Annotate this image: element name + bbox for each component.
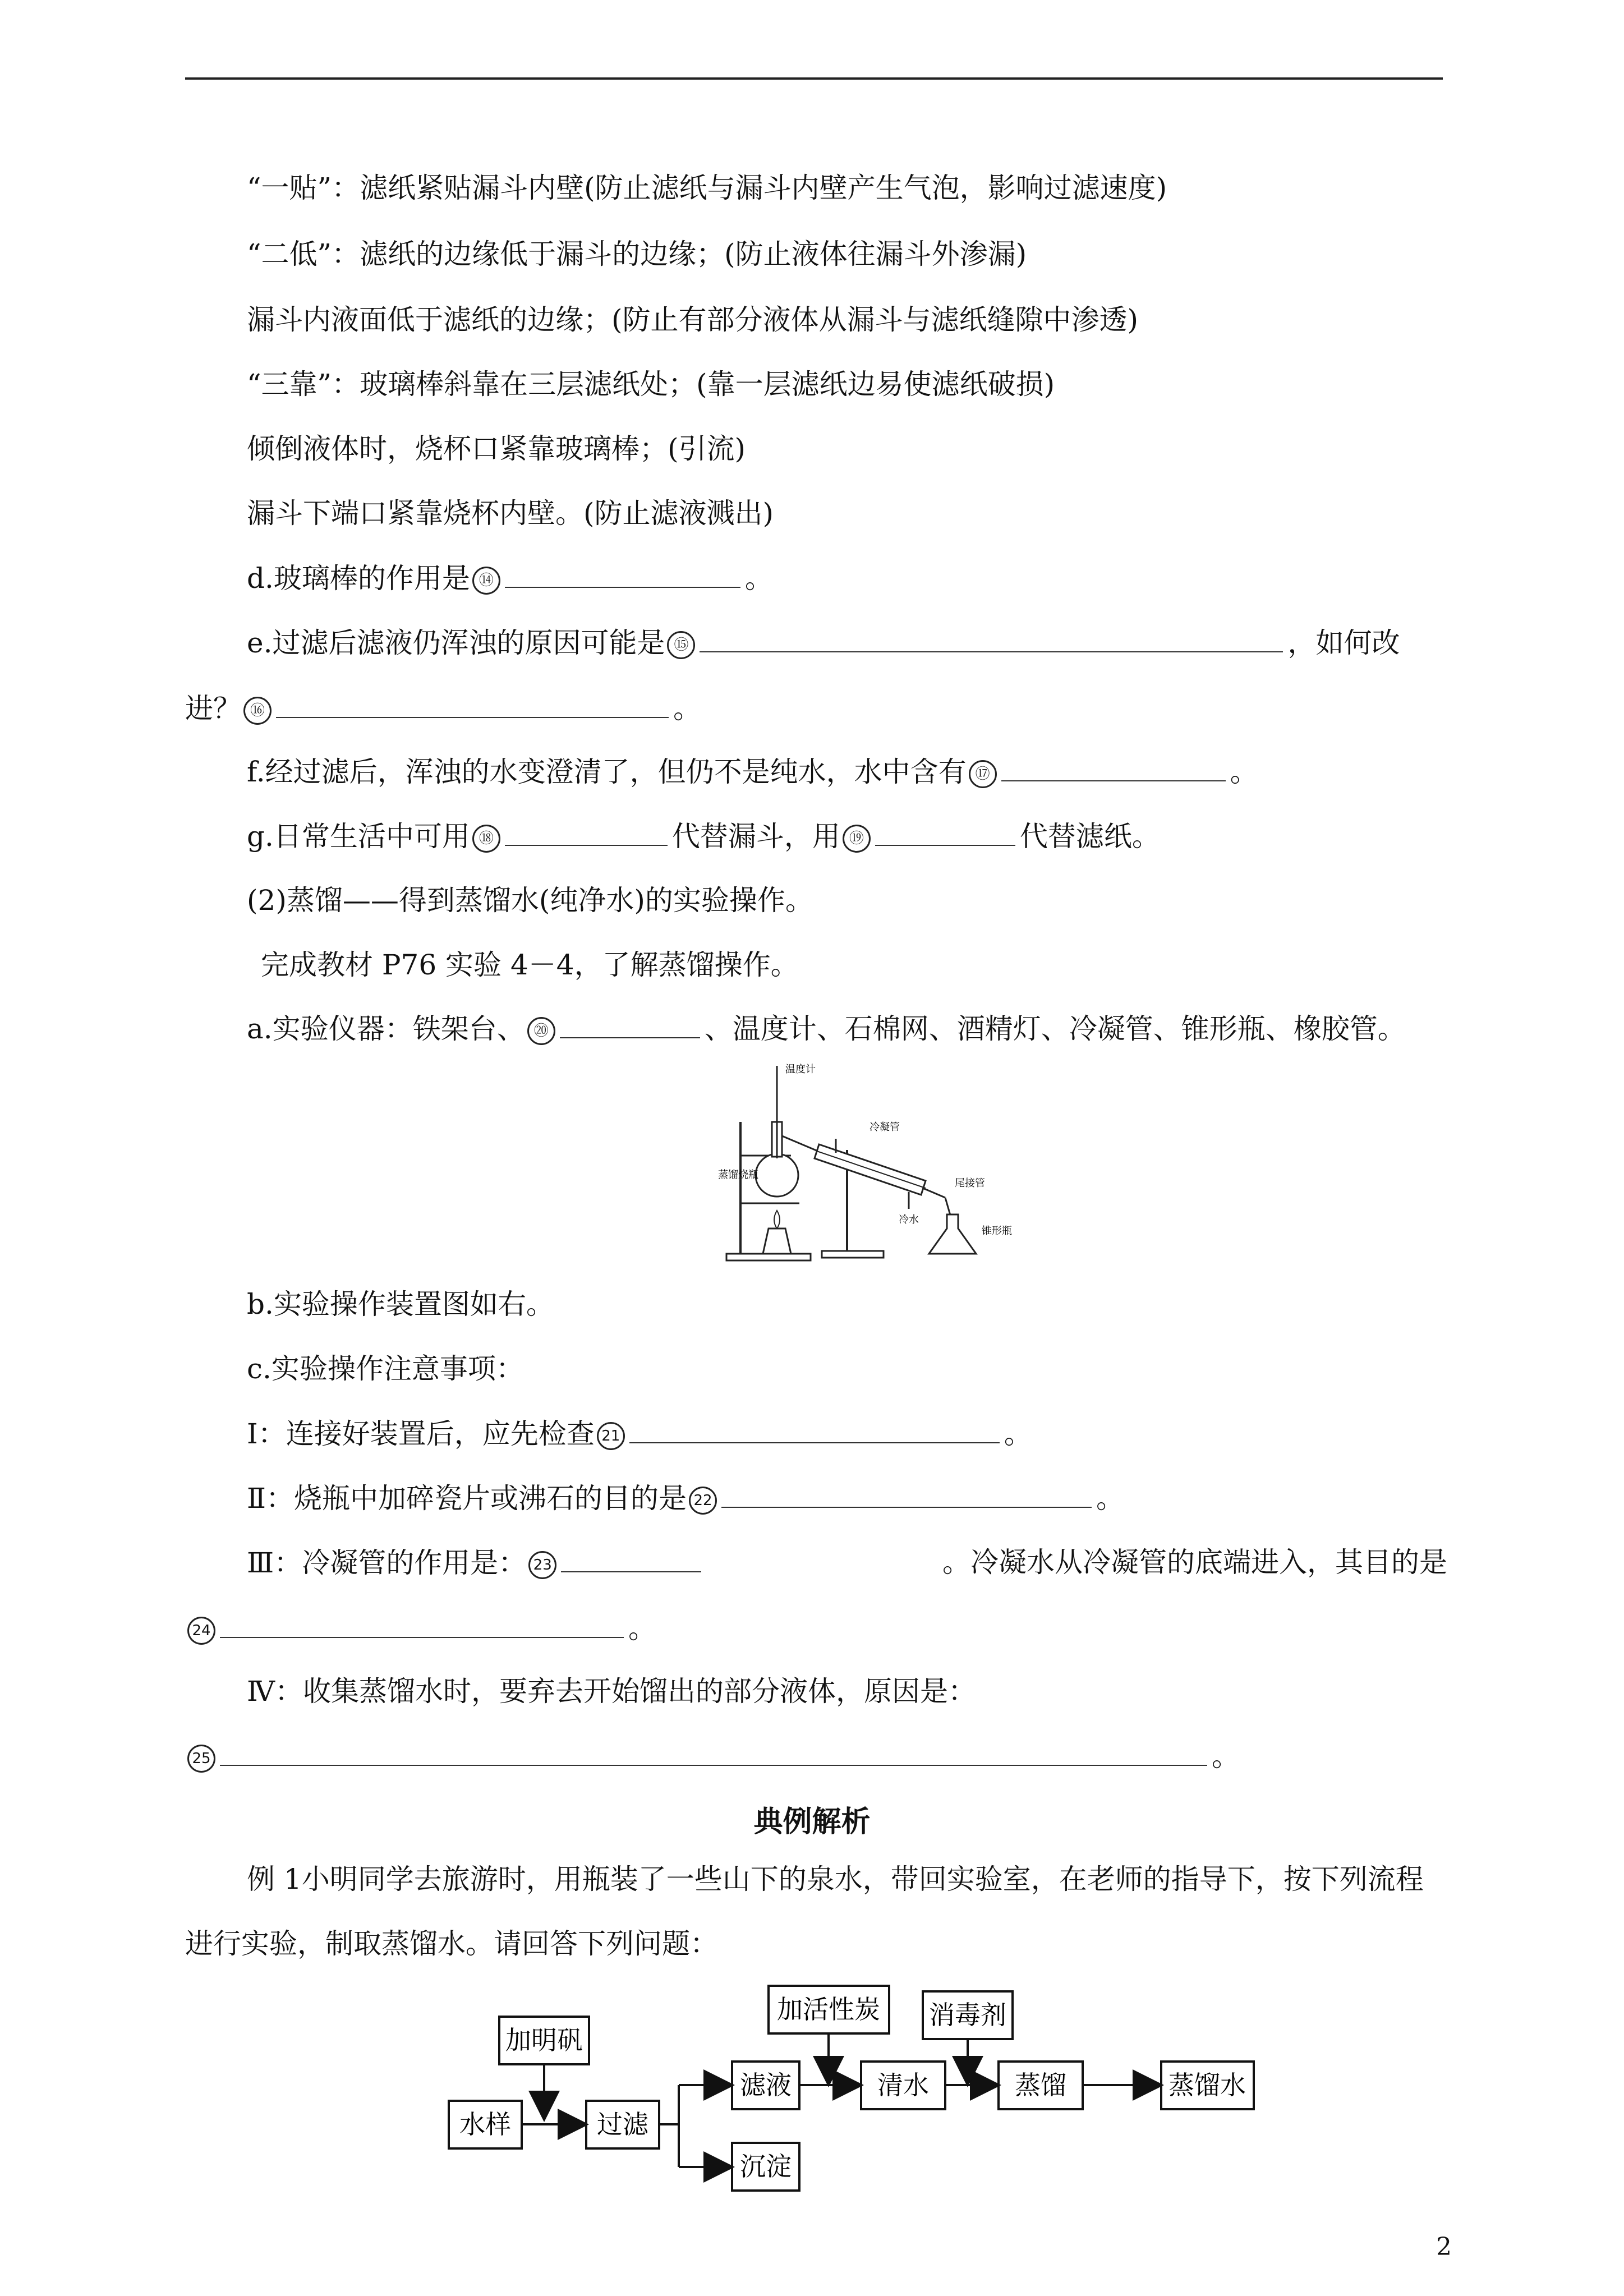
- answer-blank[interactable]: [721, 1481, 1092, 1508]
- note-3-a: [247, 1545, 706, 1580]
- question-text: a.实验仪器：铁架台、: [247, 1013, 525, 1045]
- label-alum: 加明矾: [505, 2025, 583, 2055]
- question-g: [247, 819, 1160, 853]
- text-line: 倾倒液体时，烧杯口紧靠玻璃棒；(引流): [247, 432, 746, 465]
- answer-blank[interactable]: [875, 819, 1015, 846]
- period: 。: [1096, 1482, 1124, 1515]
- label-sample: 水样: [459, 2109, 511, 2139]
- period: 。: [628, 1612, 656, 1645]
- question-f: [247, 754, 1258, 789]
- circled-number: 25: [187, 1745, 215, 1773]
- question-text: Ⅱ：烧瓶中加碎瓷片或沸石的目的是: [247, 1482, 687, 1515]
- answer-blank[interactable]: [505, 561, 740, 588]
- circled-number: 23: [528, 1551, 556, 1579]
- circled-number: ⑳: [527, 1017, 555, 1045]
- circled-number: ⑯: [243, 697, 272, 725]
- period: 。: [1004, 1418, 1032, 1450]
- label-activated-carbon: 加活性炭: [777, 1994, 880, 2024]
- question-text: ，如何改: [1287, 627, 1400, 659]
- adapter: [923, 1188, 945, 1198]
- question-text: 代替漏斗，用: [671, 820, 840, 853]
- example-text: 例 1小明同学去旅游时，用瓶装了一些山下的泉水，带回实验室，在老师的指导下，按下列流程: [247, 1863, 1424, 1895]
- stand-base-middle: [822, 1251, 884, 1258]
- label-clear-water: 清水: [877, 2070, 929, 2100]
- circled-number: ⑰: [969, 760, 997, 788]
- question-text: e.过滤后滤液仍浑浊的原因可能是: [247, 627, 665, 659]
- section-distillation: (2)蒸馏——得到蒸馏水(纯净水)的实验操作。: [247, 884, 813, 917]
- distillation-apparatus-figure: [718, 1060, 1071, 1268]
- question-b: b.实验操作装置图如右。: [247, 1288, 554, 1320]
- question-a: [247, 1011, 1406, 1046]
- alcohol-lamp: [763, 1228, 791, 1254]
- text-line: 漏斗内液面低于滤纸的边缘；(防止有部分液体从漏斗与滤纸缝隙中渗透): [247, 303, 1139, 336]
- question-text: g.日常生活中可用: [247, 820, 470, 853]
- flame: [774, 1211, 780, 1228]
- question-text: 、温度计、石棉网、酒精灯、冷凝管、锥形瓶、橡胶管。: [704, 1013, 1406, 1045]
- question-text: 。冷凝水从冷凝管的底端进入，其目的是: [942, 1546, 1447, 1579]
- text-line: 完成教材 P76 实验 4－4，了解蒸馏操作。: [261, 949, 799, 981]
- answer-blank[interactable]: [629, 1416, 1000, 1443]
- note-1: [247, 1416, 1032, 1451]
- note-4-cont: [185, 1739, 1240, 1773]
- question-c: c.实验操作注意事项：: [247, 1352, 524, 1385]
- label-flask: 蒸馏烧瓶: [718, 1169, 758, 1181]
- section-title: 典例解析: [753, 1805, 871, 1839]
- circled-number: ⑮: [667, 631, 695, 659]
- label-disinfectant: 消毒剂: [929, 2000, 1006, 2030]
- label-condenser: 冷凝管: [869, 1121, 900, 1133]
- water-treatment-flowchart: [443, 1983, 1257, 2196]
- period: 。: [744, 562, 773, 595]
- answer-blank[interactable]: [505, 819, 668, 846]
- label-adapter: 尾接管: [955, 1177, 985, 1189]
- question-text: 代替滤纸。: [1019, 820, 1160, 853]
- label-filter: 过滤: [597, 2109, 648, 2139]
- question-text: Ⅰ：连接好装置后，应先检查: [247, 1418, 595, 1450]
- circled-number: 24: [187, 1617, 215, 1645]
- stand-base-left: [726, 1254, 811, 1260]
- label-conical-flask: 锥形瓶: [982, 1225, 1012, 1237]
- example-text: 进行实验，制取蒸馏水。请回答下列问题：: [185, 1927, 718, 1960]
- note-3: [247, 1545, 1447, 1580]
- label-distill: 蒸馏: [1015, 2070, 1066, 2100]
- circled-number: ⑲: [843, 825, 871, 853]
- period: 。: [1230, 756, 1258, 788]
- circled-number: 22: [689, 1487, 717, 1515]
- label-distilled-water: 蒸馏水: [1168, 2070, 1246, 2100]
- answer-blank[interactable]: [276, 691, 669, 718]
- circled-number: ⑭: [472, 567, 500, 595]
- question-text: d.玻璃棒的作用是: [247, 562, 470, 595]
- header-rule: [185, 77, 1443, 80]
- period: 。: [673, 692, 701, 725]
- question-text: Ⅲ：冷凝管的作用是：: [247, 1547, 527, 1579]
- answer-blank[interactable]: [560, 1011, 700, 1038]
- question-d: [247, 561, 773, 595]
- answer-blank[interactable]: [1001, 754, 1226, 781]
- text-line: “一贴”：滤纸紧贴漏斗内壁(防止滤纸与漏斗内壁产生气泡，影响过滤速度): [247, 172, 1167, 204]
- text-line: 漏斗下端口紧靠烧杯内壁。(防止滤液溅出): [247, 497, 774, 530]
- question-text: 进？: [185, 692, 241, 725]
- circled-number: 21: [597, 1422, 625, 1450]
- question-text: f.经过滤后，浑浊的水变澄清了，但仍不是纯水，水中含有: [247, 756, 967, 788]
- side-arm: [782, 1136, 822, 1153]
- label-cold-water: 冷水: [899, 1214, 919, 1226]
- condenser-inner-tube: [817, 1151, 926, 1188]
- circled-number: ⑱: [472, 825, 500, 853]
- note-2: [247, 1481, 1124, 1515]
- text-line: “二低”：滤纸的边缘低于漏斗的边缘；(防止液体往漏斗外渗漏): [247, 238, 1027, 270]
- question-e-cont: [185, 691, 701, 725]
- note-4: Ⅳ：收集蒸馏水时，要弃去开始馏出的部分液体，原因是：: [247, 1675, 976, 1708]
- answer-blank[interactable]: [220, 1611, 624, 1638]
- label-precipitate: 沉淀: [740, 2151, 792, 2182]
- note-3-cont: [185, 1611, 656, 1645]
- text-line: “三靠”：玻璃棒斜靠在三层滤纸处；(靠一层滤纸边易使滤纸破损): [247, 368, 1055, 401]
- distillation-flask: [756, 1154, 798, 1197]
- label-filtrate: 滤液: [740, 2070, 792, 2100]
- answer-blank[interactable]: [700, 625, 1283, 652]
- label-thermometer: 温度计: [785, 1064, 816, 1075]
- question-e: [247, 625, 1400, 660]
- answer-blank[interactable]: [220, 1739, 1207, 1766]
- period: 。: [1212, 1740, 1240, 1773]
- page-number: 2: [1436, 2233, 1452, 2261]
- conical-flask: [929, 1214, 976, 1254]
- answer-blank[interactable]: [561, 1545, 701, 1572]
